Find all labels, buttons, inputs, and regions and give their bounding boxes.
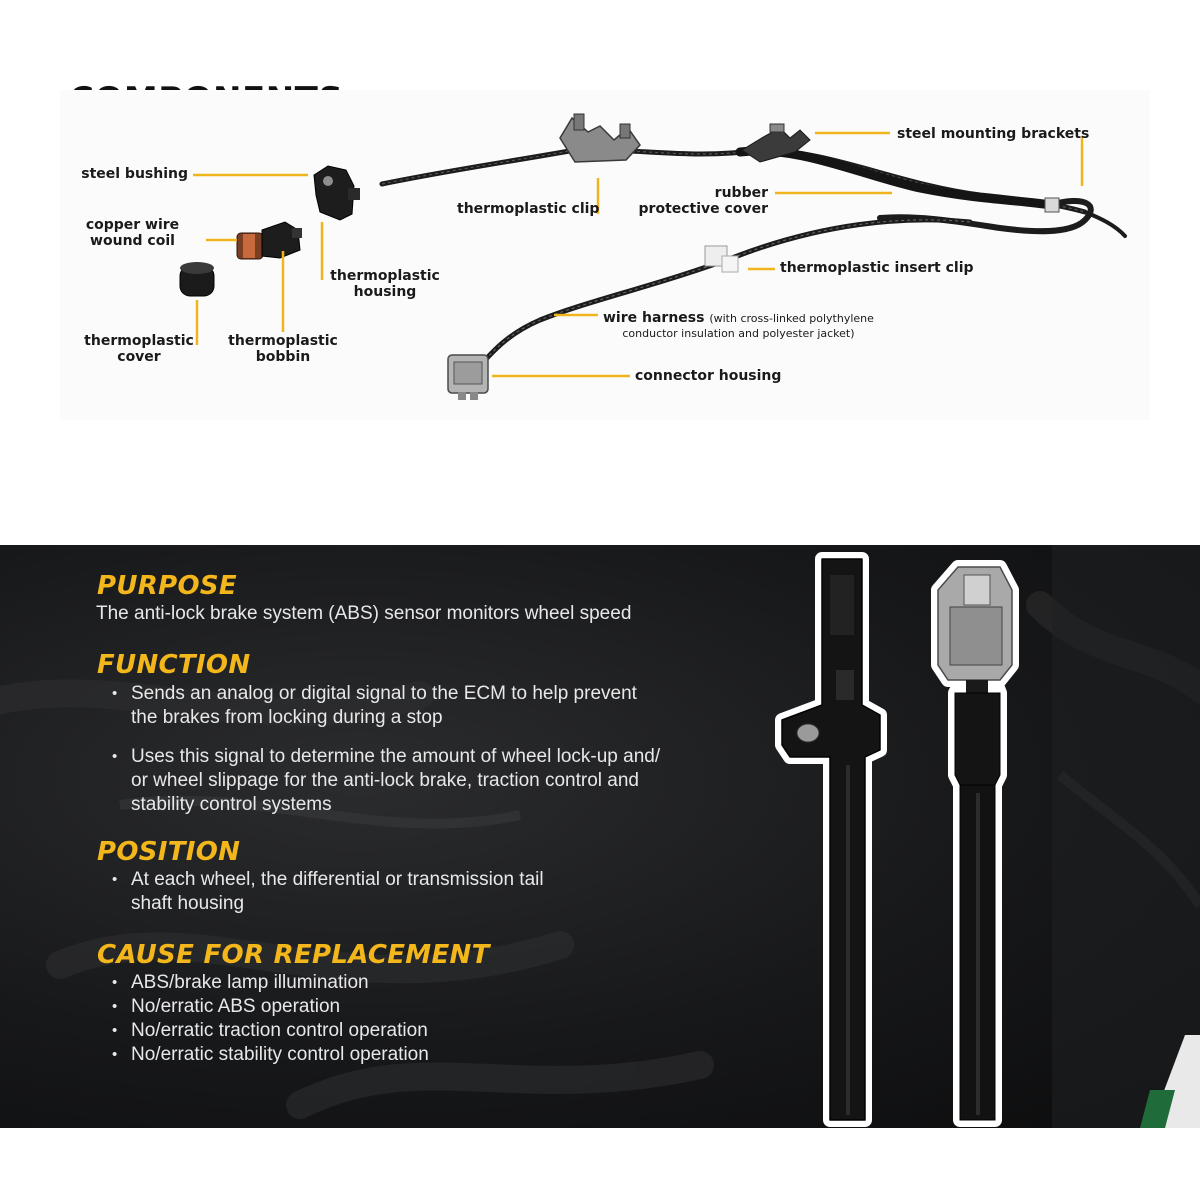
list-item: • No/erratic traction control operation xyxy=(97,1019,737,1043)
thermoplastic-cover-part xyxy=(180,262,214,296)
list-item: • No/erratic stability control operation xyxy=(97,1043,737,1067)
list-item: • At each wheel, the differential or transmission tail shaft housing xyxy=(97,868,737,916)
list-item: • ABS/brake lamp illumination xyxy=(97,971,737,995)
cause-title: CAUSE FOR REPLACEMENT xyxy=(97,940,490,970)
sensor-illustrations xyxy=(0,545,1200,1128)
position-title: POSITION xyxy=(97,837,241,867)
label-steel-bushing: steel bushing xyxy=(81,166,188,182)
connector-housing-part xyxy=(448,355,488,400)
label-connector-housing: connector housing xyxy=(635,368,782,384)
connector-sensor-image xyxy=(938,567,1012,1120)
label-thermoplastic-insert-clip: thermoplastic insert clip xyxy=(780,260,974,276)
list-item: • Uses this signal to determine the amount of wheel lock-up and/ or wheel slippage for the anti-lock brake, traction control and stability control systems xyxy=(97,745,737,817)
list-item: • Sends an analog or digital signal to the ECM to help prevent the brakes from locking during a stop xyxy=(97,682,737,730)
label-rubber-protective-cover: rubber protective cover xyxy=(638,185,768,217)
label-thermoplastic-cover: thermoplastic cover xyxy=(84,333,194,365)
purpose-text: The anti-lock brake system (ABS) sensor monitors wheel speed xyxy=(96,603,632,624)
label-steel-mounting-brackets: steel mounting brackets xyxy=(897,126,1090,142)
components-diagram xyxy=(0,0,1200,545)
list-item: • No/erratic ABS operation xyxy=(97,995,737,1019)
components-panel xyxy=(0,0,1200,545)
purpose-title: PURPOSE xyxy=(97,571,237,601)
info-panel xyxy=(0,545,1200,1128)
label-thermoplastic-clip: thermoplastic clip xyxy=(457,201,600,217)
function-title: FUNCTION xyxy=(97,650,251,680)
label-thermoplastic-housing: thermoplastic housing xyxy=(330,268,440,300)
loop-clip-part xyxy=(1045,198,1059,212)
label-thermoplastic-bobbin: thermoplastic bobbin xyxy=(228,333,338,365)
label-wire-harness: wire harness (with cross-linked polythylene conductor insulation and polyester jacket) xyxy=(603,310,874,340)
flange-sensor-image xyxy=(782,559,880,1120)
label-copper-wire-wound-coil: copper wire wound coil xyxy=(85,217,180,249)
